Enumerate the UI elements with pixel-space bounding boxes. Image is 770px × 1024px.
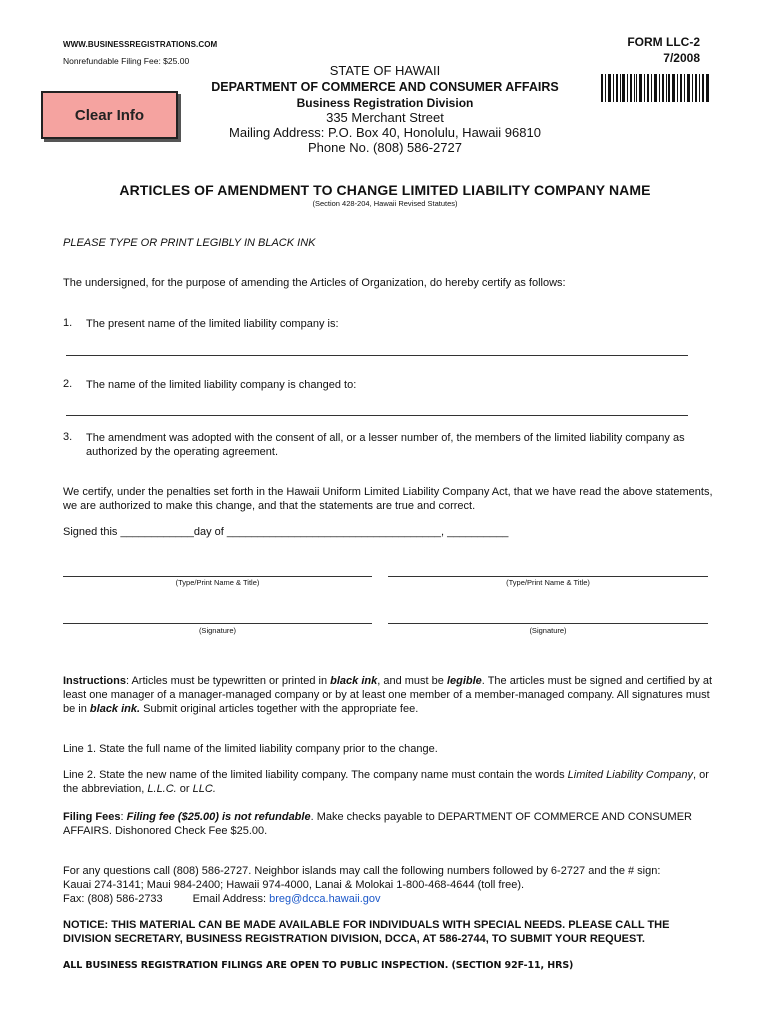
item-1-text: The present name of the limited liability company is: bbox=[86, 318, 339, 330]
line-2-emph-3: LLC. bbox=[192, 783, 216, 795]
form-title: ARTICLES OF AMENDMENT TO CHANGE LIMITED LIABILITY COMPANY NAME bbox=[119, 182, 651, 198]
instructions-paragraph bbox=[63, 674, 713, 716]
type-print-caption-left: (Type/Print Name & Title) bbox=[175, 578, 260, 587]
contact-line-2: Kauai 274-3141; Maui 984-2400; Hawaii 974-4000, Lanai & Molokai 1-800-468-4644 (toll free). bbox=[63, 879, 525, 891]
contact-line-3 bbox=[63, 892, 713, 906]
form-subtitle: (Section 428-204, Hawaii Revised Statutes) bbox=[312, 199, 458, 208]
filing-fees-label: Filing Fees bbox=[63, 811, 121, 823]
form-number-block bbox=[627, 34, 700, 66]
ink-instruction: PLEASE TYPE OR PRINT LEGIBLY IN BLACK INK bbox=[63, 237, 316, 249]
signature-caption-right: (Signature) bbox=[529, 626, 567, 635]
present-name-field[interactable] bbox=[66, 355, 688, 356]
line-1-instruction: Line 1. State the full name of the limited liability company prior to the change. bbox=[63, 743, 438, 755]
form-number: FORM LLC-2 bbox=[627, 35, 700, 49]
mailing-address: Mailing Address: P.O. Box 40, Honolulu, Hawaii 96810 bbox=[229, 125, 541, 140]
new-name-field[interactable] bbox=[66, 415, 688, 416]
department-heading: DEPARTMENT OF COMMERCE AND CONSUMER AFFAIRS bbox=[211, 80, 559, 94]
instructions-emph-2: legible bbox=[446, 675, 482, 687]
contact-line-1: For any questions call (808) 586-2727. Neighbor islands may call the following numbers followed by 6-2727 and the # sign: bbox=[63, 865, 661, 877]
line-2-instruction bbox=[63, 768, 713, 796]
certify-text: We certify, under the penalties set forth in the Hawaii Uniform Limited Liability Company Act, that we have read the above statements, we are authorized to make this change, and that the statements are true and correct. bbox=[63, 486, 713, 512]
form-date: 7/2008 bbox=[663, 51, 700, 65]
division-heading: Business Registration Division bbox=[296, 96, 474, 110]
signature-right-field[interactable] bbox=[388, 623, 708, 624]
instructions-text-3: . The articles must be signed and certified by at least one manager of a manager-managed company or by at least one member of a member-managed company. All signatures must be in bbox=[63, 675, 713, 715]
line-2-emph-2: L.L.C. bbox=[147, 783, 177, 795]
signature-caption-left: (Signature) bbox=[198, 626, 237, 635]
type-print-name-right-field[interactable] bbox=[388, 576, 708, 577]
instructions-text-1: : Articles must be typewritten or printed in bbox=[125, 675, 331, 687]
intro-text: The undersigned, for the purpose of amending the Articles of Organization, do hereby certify as follows: bbox=[63, 277, 566, 289]
instructions-label: Instructions bbox=[63, 675, 126, 687]
street-address: 335 Merchant Street bbox=[326, 110, 444, 125]
item-3-number: 3. bbox=[63, 431, 73, 443]
website-text: WWW.BUSINESSREGISTRATIONS.COM bbox=[63, 40, 218, 49]
email-label: Email Address: bbox=[192, 893, 270, 905]
barcode-icon bbox=[601, 74, 709, 102]
fax-number: Fax: (808) 586-2733 bbox=[63, 893, 163, 905]
public-inspection-notice: ALL BUSINESS REGISTRATION FILINGS ARE OPEN TO PUBLIC INSPECTION. (SECTION 92F-11, HRS) bbox=[63, 960, 574, 971]
state-heading: STATE OF HAWAII bbox=[329, 63, 441, 78]
special-needs-notice: NOTICE: THIS MATERIAL CAN BE MADE AVAILABLE FOR INDIVIDUALS WITH SPECIAL NEEDS. PLEASE CALL THE DIVISION SECRETARY, BUSINESS REGISTRATION DIVISION, DCCA, AT 586-2744, TO SUBMIT YOUR REQUEST. bbox=[63, 919, 670, 945]
signed-date-line[interactable]: Signed this ____________day of ___________________________________, __________ bbox=[63, 526, 509, 538]
item-3-text: The amendment was adopted with the consent of all, or a lesser number of, the members of the limited liability company as authorized by the operating agreement. bbox=[86, 432, 685, 458]
item-2-text: The name of the limited liability company is changed to: bbox=[86, 379, 357, 391]
filing-fees-text: . Make checks payable to DEPARTMENT OF COMMERCE AND CONSUMER AFFAIRS. Dishonored Check Fee $25.00. bbox=[63, 811, 692, 837]
filing-fee-text: Nonrefundable Filing Fee: $25.00 bbox=[63, 56, 190, 66]
filing-fees-colon: : bbox=[120, 811, 127, 823]
filing-fees-emph: Filing fee ($25.00) is not refundable bbox=[126, 811, 311, 823]
line-2-text-2: , or the abbreviation, bbox=[63, 769, 709, 795]
instructions-emph-3: black ink. bbox=[89, 703, 141, 715]
line-2-emph-1: Limited Liability Company bbox=[567, 769, 693, 781]
phone-number: Phone No. (808) 586-2727 bbox=[308, 140, 462, 155]
instructions-emph-1: black ink bbox=[330, 675, 378, 687]
email-link[interactable]: breg@dcca.hawaii.gov bbox=[269, 893, 381, 905]
clear-info-button[interactable]: Clear Info bbox=[41, 91, 178, 139]
instructions-text-4: Submit original articles together with the appropriate fee. bbox=[140, 703, 419, 715]
line-2-text-3: or bbox=[176, 783, 193, 795]
signature-left-field[interactable] bbox=[63, 623, 372, 624]
item-2-number: 2. bbox=[63, 378, 73, 390]
filing-fees-paragraph bbox=[63, 810, 713, 838]
type-print-caption-right: (Type/Print Name & Title) bbox=[506, 578, 590, 587]
item-1-number: 1. bbox=[63, 317, 73, 329]
type-print-name-left-field[interactable] bbox=[63, 576, 372, 577]
line-2-text-1: Line 2. State the new name of the limited liability company. The company name must contain the words bbox=[63, 769, 568, 781]
instructions-text-2: , and must be bbox=[377, 675, 447, 687]
